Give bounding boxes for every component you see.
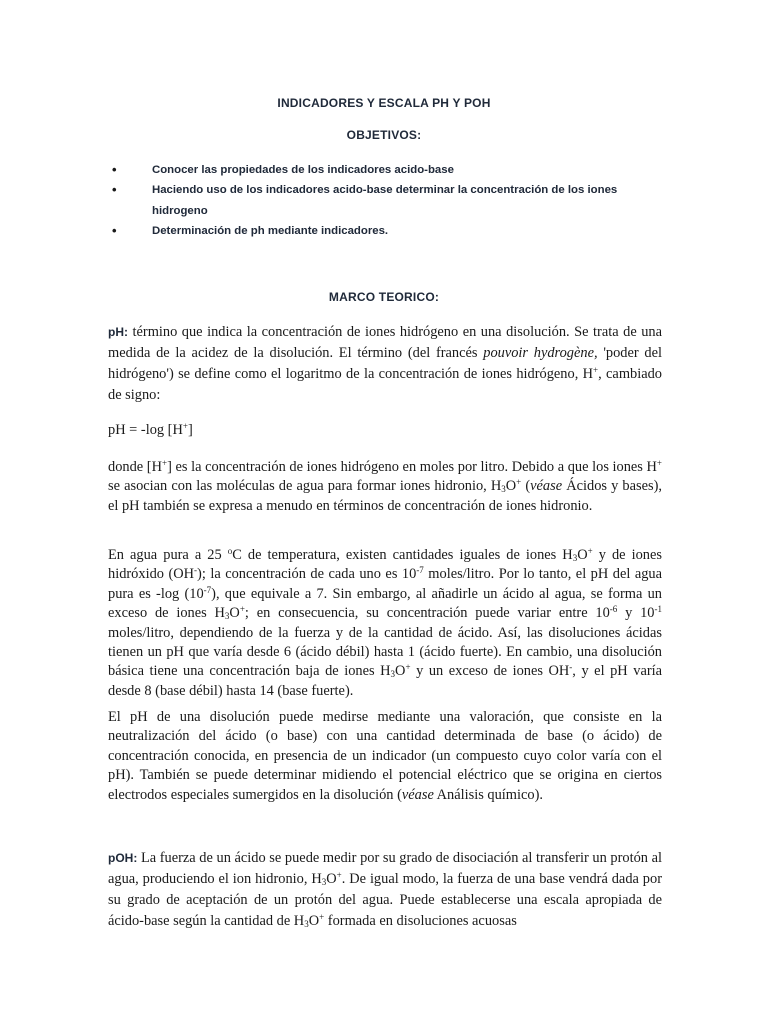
poh-lead: pOH: [108, 851, 138, 865]
document-title: INDICADORES Y ESCALA PH Y POH [277, 96, 491, 110]
bullet-icon: • [112, 182, 117, 198]
list-item [108, 221, 668, 241]
hydronium-paragraph: donde [H+] es la concentración de iones hidrógeno en moles por litro. Debido a que los iones H+ se asocian con las moléculas de agua para formar iones hidronio, $H_3O^+$ (véase Ácidos y bases), el pH también se expresa a menudo en términos de concentración de iones hidronio. [108, 458, 662, 514]
objectives-heading: OBJETIVOS: [346, 128, 422, 142]
ph-definition-paragraph: pH: término que indica la concentración de iones hidrógeno en una disolución. Se trata de una medida de la acidez de la disolución. El término (del francés pouvoir hydrogène, 'poder del hidrógeno') se define como el logaritmo de la concentración de iones hidrógeno, H+, cambiado de signo: [108, 324, 663, 403]
objective-text: Haciendo uso de los indicadores acido-base determinar la concentración de los iones hidrogeno [152, 184, 618, 217]
measurement-paragraph: El pH de una disolución puede medirse mediante una valoración, que consiste en la neutralización del ácido (o base) con una cantidad determinada de base (o ácido) de concentración conocida, en presencia de un indicador (un compuesto cuyo color varía con el pH). También se puede determinar midiendo el potencial eléctrico que se origina en ciertos electrodos especiales sumergidos en la disolución (véase Análisis químico). [108, 709, 662, 803]
objectives-list [108, 160, 668, 242]
ph-lead: pH: [108, 325, 128, 339]
marco-teorico-heading: MARCO TEORICO: [328, 290, 440, 304]
bullet-icon: • [112, 223, 117, 239]
list-item [108, 160, 668, 180]
objective-text: Determinación de ph mediante indicadores. [152, 225, 389, 238]
objective-text: Conocer las propiedades de los indicadores acido-base [152, 164, 454, 176]
list-item [108, 180, 668, 221]
pure-water-paragraph: En agua pura a 25 $^o$C de temperatura, existen cantidades iguales de iones $H_3O^+$ y de iones hidróxido (OH-); la concentración de cada uno es $10^{-7}$ moles/litro. Por lo tanto, el pH del agua pura es -log $(10^{-7})$, que equivale a 7. Sin embargo, al añadirle un ácido al agua, se forma un exceso de iones $H_3O^+$; en consecuencia, su concentración puede variar entre $10^{-6}$ y $10^{-1}$ moles/litro, dependiendo de la fuerza y de la cantidad de ácido. Así, las disoluciones ácidas tienen un pH que varía desde 6 (ácido débil) hasta 1 (ácido fuerte). En cambio, una disolución básica tiene una concentración baja de iones $H_3O^+$ y un exceso de iones OH-, y el pH varía desde 8 (base débil) hasta 14 (base fuerte). [108, 546, 663, 699]
bullet-icon: • [112, 162, 117, 177]
poh-paragraph: pOH: La fuerza de un ácido se puede medir por su grado de disociación al transferir un protón al agua, produciendo el ion hidronio, $H_3O^+$. De igual modo, la fuerza de una base vendrá dada por su grado de aceptación de un protón del agua. Puede establecerse una escala apropiada de ácido-base según la cantidad de $H_3O^+$ formada en disoluciones acuosas [108, 850, 662, 929]
ph-formula: pH = -log [H+] [108, 421, 193, 438]
